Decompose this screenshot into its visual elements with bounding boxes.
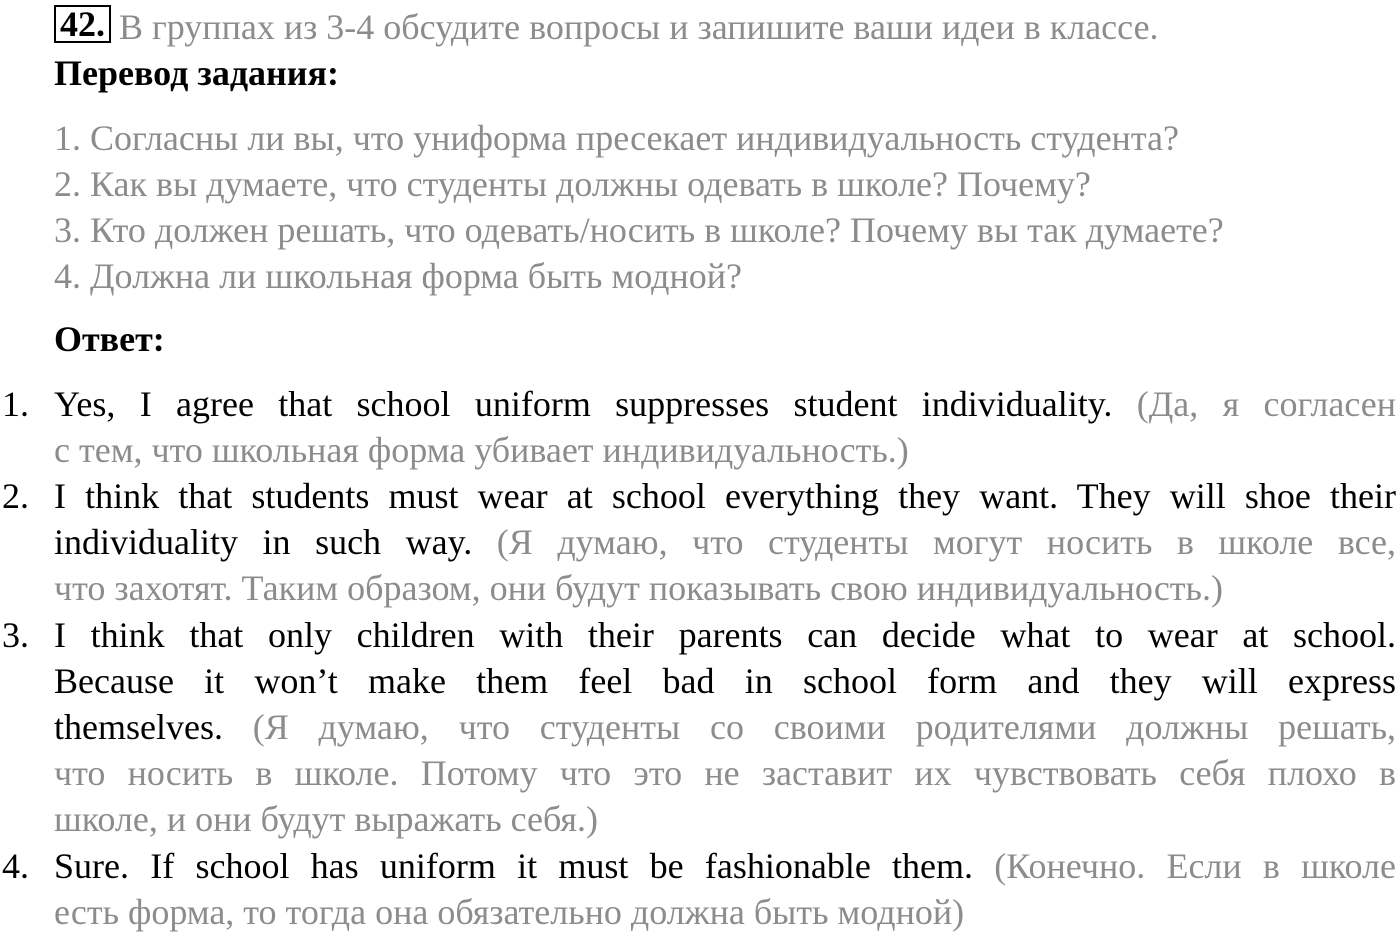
translation-item: 4. Должна ли школьная форма быть модной?	[54, 256, 743, 296]
answer-4-russian-cont: есть форма, то тогда она обязательно должна быть модной)	[54, 892, 965, 932]
answer-heading: Ответ:	[54, 319, 165, 359]
answer-4-line-1	[54, 843, 1396, 889]
answer-3-line-3	[54, 704, 1396, 750]
answer-1-russian: (Да, я согласен	[1136, 384, 1397, 424]
translation-item: 1. Согласны ли вы, что униформа пресекает индивидуальность студента?	[54, 118, 1179, 158]
answer-1-line-1	[54, 381, 1396, 427]
answer-1-english: Yes, I agree that school uniform suppresses student individuality.	[54, 384, 1113, 424]
answer-2-english-cont: individuality in such way.	[54, 522, 473, 562]
answer-number: 3.	[2, 615, 29, 655]
answer-3-russian-cont: что носить в школе. Потому что это не заставит их чувствовать себя плохо в	[54, 753, 1396, 793]
task-instruction: В группах из 3-4 обсудите вопросы и запишите ваши идеи в классе.	[119, 7, 1159, 47]
answer-3-english-cont: Because it won’t make them feel bad in school form and they will express	[54, 661, 1396, 701]
answer-4-english: Sure. If school has uniform it must be fashionable them.	[54, 846, 974, 886]
answer-2-line-2	[54, 519, 1396, 565]
task-number: 42.	[54, 5, 111, 43]
answer-3-russian-end: школе, и они будут выражать себя.)	[54, 799, 598, 839]
answer-2-english: I think that students must wear at school everything they want. They will shoe their	[54, 476, 1396, 516]
task-header	[54, 4, 1159, 50]
answer-number: 2.	[2, 476, 29, 516]
translation-item: 3. Кто должен решать, что одевать/носить в школе? Почему вы так думаете?	[54, 210, 1224, 250]
answer-4-russian: (Конечно. Если в школе	[994, 846, 1397, 886]
answer-number: 4.	[2, 846, 29, 886]
answer-3-russian: (Я думаю, что студенты со своими родителями должны решать,	[252, 707, 1396, 747]
answer-number: 1.	[2, 384, 29, 424]
answer-1-russian-cont: с тем, что школьная форма убивает индивидуальность.)	[54, 430, 909, 470]
translation-item: 2. Как вы думаете, что студенты должны одевать в школе? Почему?	[54, 164, 1091, 204]
answer-3-english-end: themselves.	[54, 707, 223, 747]
answer-3-english: I think that only children with their parents can decide what to wear at school.	[54, 615, 1396, 655]
answer-2-russian: (Я думаю, что студенты могут носить в школе все,	[496, 522, 1397, 562]
translation-heading: Перевод задания:	[54, 53, 339, 93]
answer-2-russian-cont: что захотят. Таким образом, они будут показывать свою индивидуальность.)	[54, 568, 1223, 608]
